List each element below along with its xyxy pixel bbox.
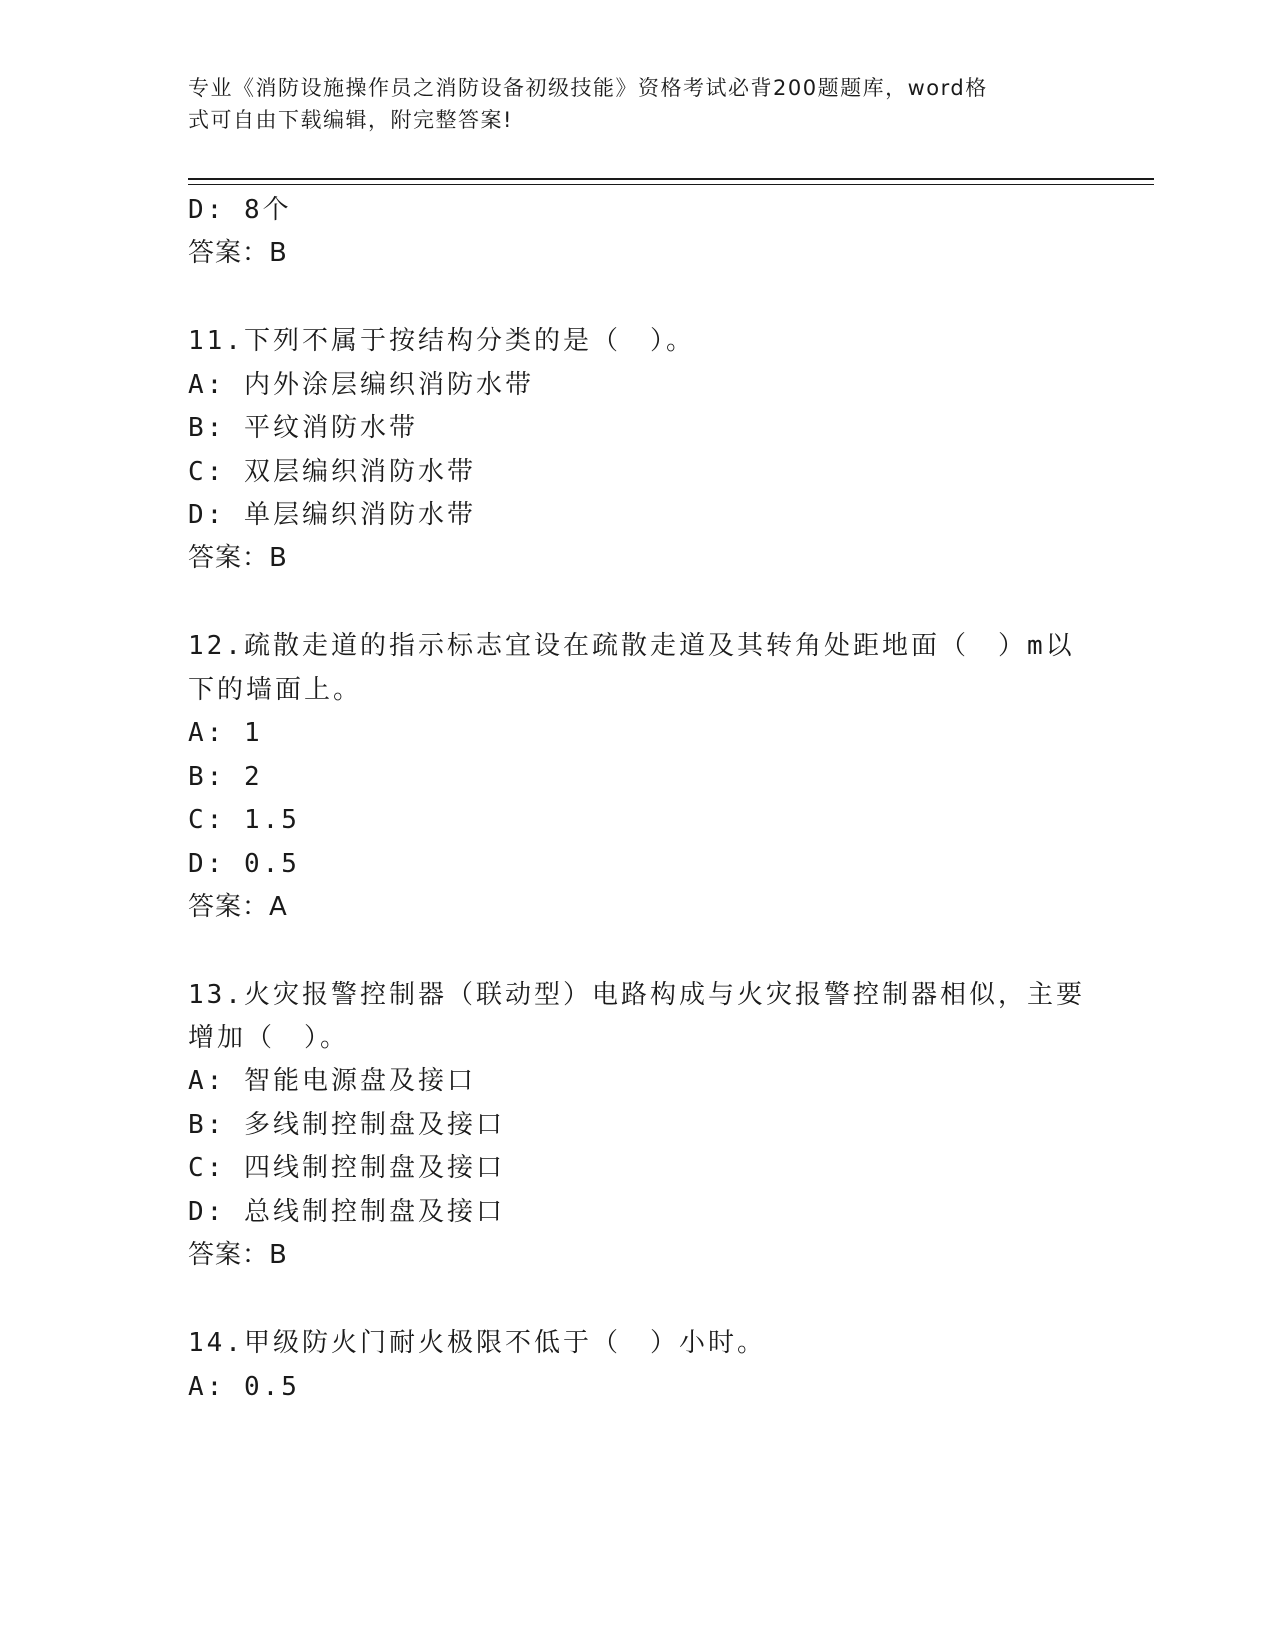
- q13-stem-line-2: 增加（ ）。: [188, 1023, 350, 1053]
- q12-answer: 答案：A: [188, 892, 288, 922]
- q11-option-b: B: 平纹消防水带: [188, 413, 418, 443]
- q12-option-a: A: 1: [188, 718, 263, 748]
- q12-option-c: C: 1.5: [188, 805, 300, 835]
- q13-answer: 答案：B: [188, 1240, 288, 1270]
- q13-option-b: B: 多线制控制盘及接口: [188, 1110, 505, 1140]
- q13-option-d: D: 总线制控制盘及接口: [188, 1197, 505, 1227]
- q12-stem-line-1: 12.疏散走道的指示标志宜设在疏散走道及其转角处距地面（ ）m以: [188, 631, 1075, 661]
- q11-option-a: A: 内外涂层编织消防水带: [188, 370, 534, 400]
- prev-answer: 答案：B: [188, 238, 288, 268]
- q11-answer: 答案：B: [188, 543, 288, 573]
- header-divider-thin: [188, 184, 1154, 185]
- q11-option-d: D: 单层编织消防水带: [188, 500, 476, 530]
- q12-option-b: B: 2: [188, 762, 263, 792]
- q11-option-c: C: 双层编织消防水带: [188, 457, 476, 487]
- document-header: [188, 72, 1068, 136]
- q12-option-d: D: 0.5: [188, 849, 300, 879]
- q11-stem: 11.下列不属于按结构分类的是（ ）。: [188, 326, 695, 356]
- q14-option-a: A: 0.5: [188, 1372, 300, 1402]
- header-divider-thick: [188, 178, 1154, 180]
- q14-stem: 14.甲级防火门耐火极限不低于（ ）小时。: [188, 1328, 766, 1358]
- q12-stem-line-2: 下的墙面上。: [188, 675, 363, 705]
- q13-option-a: A: 智能电源盘及接口: [188, 1066, 476, 1096]
- prev-option-d: D: 8个: [188, 195, 292, 225]
- q13-stem-line-1: 13.火灾报警控制器（联动型）电路构成与火灾报警控制器相似，主要: [188, 980, 1085, 1010]
- q13-option-c: C: 四线制控制盘及接口: [188, 1153, 505, 1183]
- header-line-2: 式可自由下载编辑，附完整答案!: [188, 108, 513, 132]
- header-line-1: 专业《消防设施操作员之消防设备初级技能》资格考试必背200题题库，word格: [188, 76, 988, 100]
